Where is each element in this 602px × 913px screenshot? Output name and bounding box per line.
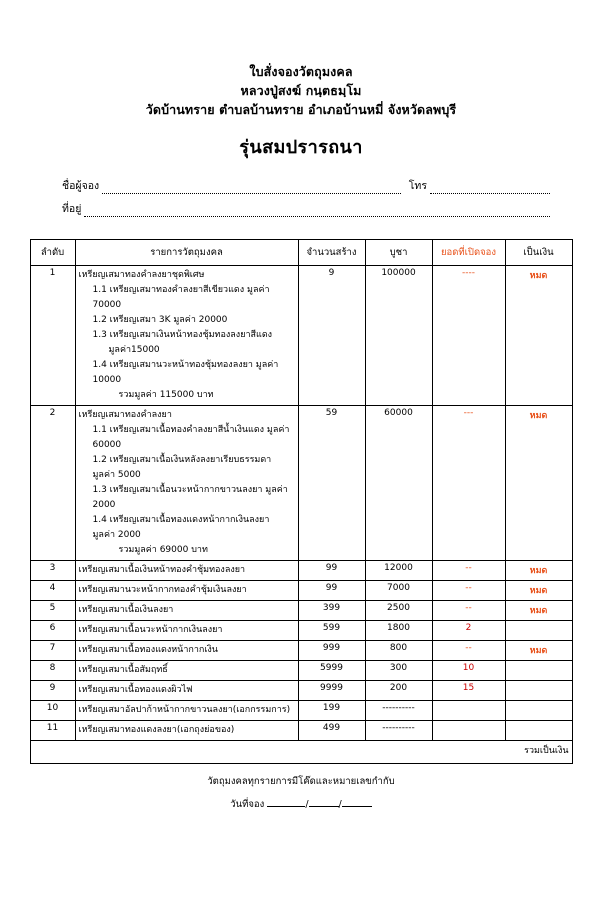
cell-item: เหรียญเสมาอัลปาก้าหน้ากากขาวนลงยา(เอกกรรมการ) — [75, 701, 298, 721]
cell-item — [75, 406, 298, 561]
phone-input[interactable] — [430, 182, 550, 194]
cell-no: 10 — [30, 701, 75, 721]
cell-price: 100000 — [365, 266, 432, 406]
cell-open: 15 — [432, 681, 505, 701]
cell-qty: 9999 — [298, 681, 365, 701]
cell-qty: 199 — [298, 701, 365, 721]
cell-money: หมด — [505, 561, 572, 581]
cell-item: เหรียญเสมาเนื้อทองแดงผิวไฟ — [75, 681, 298, 701]
cell-price: 2500 — [365, 601, 432, 621]
table-row — [30, 661, 572, 681]
table-row — [30, 266, 572, 406]
header-title-line-2: หลวงปู่สงฆ์ กนฺตธมฺโม — [240, 83, 362, 98]
cell-item: เหรียญเสมานวะหน้ากากทองคำชุ้มเงินลงยา — [75, 581, 298, 601]
order-date-label: วันที่จอง — [230, 799, 265, 810]
cell-qty: 5999 — [298, 661, 365, 681]
cell-open — [432, 701, 505, 721]
cell-qty: 59 — [298, 406, 365, 561]
table-row — [30, 681, 572, 701]
cell-no: 4 — [30, 581, 75, 601]
cell-open: -- — [432, 601, 505, 621]
cell-qty: 399 — [298, 601, 365, 621]
customer-fields — [0, 177, 602, 217]
cell-qty: 999 — [298, 641, 365, 661]
cell-item: เหรียญเสมาเนื้อเงินหน้าทองคำชุ้มทองลงยา — [75, 561, 298, 581]
address-field-label: ที่อยู่ — [62, 203, 82, 215]
cell-item — [75, 266, 298, 406]
cell-open: -- — [432, 581, 505, 601]
item-sub-text: 1.3 เหรียญเสมาเนื้อนวะหน้ากากขาวนลงยา มูลค่า 2000 — [92, 485, 288, 510]
address-field-row — [62, 200, 550, 217]
table-row — [30, 406, 572, 561]
cell-money — [505, 721, 572, 741]
table-row — [30, 701, 572, 721]
cell-money: หมด — [505, 266, 572, 406]
cell-price: ---------- — [365, 721, 432, 741]
cell-item: เหรียญเสมาเนื้อเงินลงยา — [75, 601, 298, 621]
column-header-open: ยอดที่เปิดจอง — [432, 240, 505, 266]
name-field-row — [62, 177, 550, 194]
table-sum-row — [30, 741, 572, 764]
cell-open: -- — [432, 561, 505, 581]
cell-qty: 99 — [298, 581, 365, 601]
cell-item: เหรียญเสมาทองแดงลงยา(เอกถุงย่อของ) — [75, 721, 298, 741]
item-main-text: เหรียญเสมาทองคำลงยาชุดพิเศษ — [78, 270, 205, 280]
item-sub-text: มูลค่า15000 — [108, 345, 160, 355]
item-sub-text: 1.2 เหรียญเสมาเนื้อเงินหลังลงยาเรียบธรรมดา มูลค่า 5000 — [92, 455, 272, 480]
cell-price: 12000 — [365, 561, 432, 581]
item-sub-text: 1.4 เหรียญเสมานวะหน้าทองชุ้มทองลงยา มูลค่า 10000 — [92, 360, 279, 385]
cell-price: 300 — [365, 661, 432, 681]
item-sub-text: 1.2 เหรียญเสมา 3K มูลค่า 20000 — [92, 315, 228, 325]
cell-no: 11 — [30, 721, 75, 741]
cell-no: 2 — [30, 406, 75, 561]
cell-money — [505, 621, 572, 641]
cell-price: 1800 — [365, 621, 432, 641]
cell-money: หมด — [505, 641, 572, 661]
order-date-day-input[interactable] — [267, 806, 305, 807]
table-row — [30, 601, 572, 621]
table-row — [30, 721, 572, 741]
cell-open: 2 — [432, 621, 505, 641]
header-title-line-1: ใบสั่งจองวัตถุมงคล — [249, 64, 353, 79]
address-input[interactable] — [84, 205, 550, 217]
column-header-no: ลำดับ — [30, 240, 75, 266]
cell-qty: 9 — [298, 266, 365, 406]
cell-no: 7 — [30, 641, 75, 661]
cell-open: ---- — [432, 266, 505, 406]
order-date-month-input[interactable] — [309, 806, 339, 807]
column-header-money: เป็นเงิน — [505, 240, 572, 266]
cell-open — [432, 721, 505, 741]
name-input[interactable] — [102, 182, 401, 194]
cell-price: 60000 — [365, 406, 432, 561]
cell-open: -- — [432, 641, 505, 661]
order-date-year-input[interactable] — [342, 806, 372, 807]
item-sub-text: 1.1 เหรียญเสมาทองคำลงยาสีเขียวแดง มูลค่า 70000 — [92, 285, 270, 310]
name-field-label: ชื่อผู้จอง — [62, 180, 100, 192]
item-total-text: รวมมูลค่า 69000 บาท — [118, 545, 208, 555]
cell-money: หมด — [505, 581, 572, 601]
cell-price: ---------- — [365, 701, 432, 721]
item-sub-text: 1.4 เหรียญเสมาเนื้อทองแดงหน้ากากเงินลงยา มูลค่า 2000 — [92, 515, 270, 540]
item-main-text: เหรียญเสมาทองคำลงยา — [78, 410, 172, 420]
order-table — [30, 239, 573, 764]
cell-item: เหรียญเสมาเนื้อทองแดงหน้ากากเงิน — [75, 641, 298, 661]
table-row — [30, 581, 572, 601]
table-header-row — [30, 240, 572, 266]
document-header — [0, 62, 602, 119]
cell-item: เหรียญเสมาเนื้อนวะหน้ากากเงินลงยา — [75, 621, 298, 641]
cell-money: หมด — [505, 406, 572, 561]
cell-no: 9 — [30, 681, 75, 701]
edition-name: รุ่นสมปรารถนา — [239, 137, 363, 158]
cell-no: 6 — [30, 621, 75, 641]
item-sub-text: 1.1 เหรียญเสมาเนื้อทองคำลงยาสีน้ำเงินแดง มูลค่า 60000 — [92, 425, 290, 450]
cell-qty: 599 — [298, 621, 365, 641]
footer-note: วัตถุมงคลทุกรายการมีโค๊ดและหมายเลขกำกับ — [207, 776, 395, 787]
column-header-item: รายการวัตถุมงคล — [75, 240, 298, 266]
table-row — [30, 561, 572, 581]
table-row — [30, 621, 572, 641]
column-header-qty: จำนวนสร้าง — [298, 240, 365, 266]
cell-no: 5 — [30, 601, 75, 621]
item-sub-text: 1.3 เหรียญเสมาเงินหน้าทองชุ้มทองลงยาสีแดง — [92, 330, 273, 340]
cell-money — [505, 661, 572, 681]
cell-price: 800 — [365, 641, 432, 661]
header-title-line-3: วัดบ้านทราย ตำบลบ้านทราย อำเภอบ้านหมี่ จังหวัดลพบุรี — [145, 102, 457, 117]
cell-no: 3 — [30, 561, 75, 581]
cell-price: 7000 — [365, 581, 432, 601]
cell-open: --- — [432, 406, 505, 561]
cell-qty: 499 — [298, 721, 365, 741]
cell-money: หมด — [505, 601, 572, 621]
phone-field-label: โทร — [408, 180, 427, 192]
cell-price: 200 — [365, 681, 432, 701]
cell-no: 1 — [30, 266, 75, 406]
cell-money — [505, 701, 572, 721]
cell-no: 8 — [30, 661, 75, 681]
sum-label: รวมเป็นเงิน — [30, 741, 572, 764]
cell-qty: 99 — [298, 561, 365, 581]
cell-item: เหรียญเสมาเนื้อสัมฤทธิ์ — [75, 661, 298, 681]
table-row — [30, 641, 572, 661]
item-total-text: รวมมูลค่า 115000 บาท — [118, 390, 214, 400]
cell-open: 10 — [432, 661, 505, 681]
cell-money — [505, 681, 572, 701]
document-page — [0, 62, 602, 913]
column-header-price: บูชา — [365, 240, 432, 266]
order-date-line: วันที่จอง / / — [0, 797, 602, 812]
